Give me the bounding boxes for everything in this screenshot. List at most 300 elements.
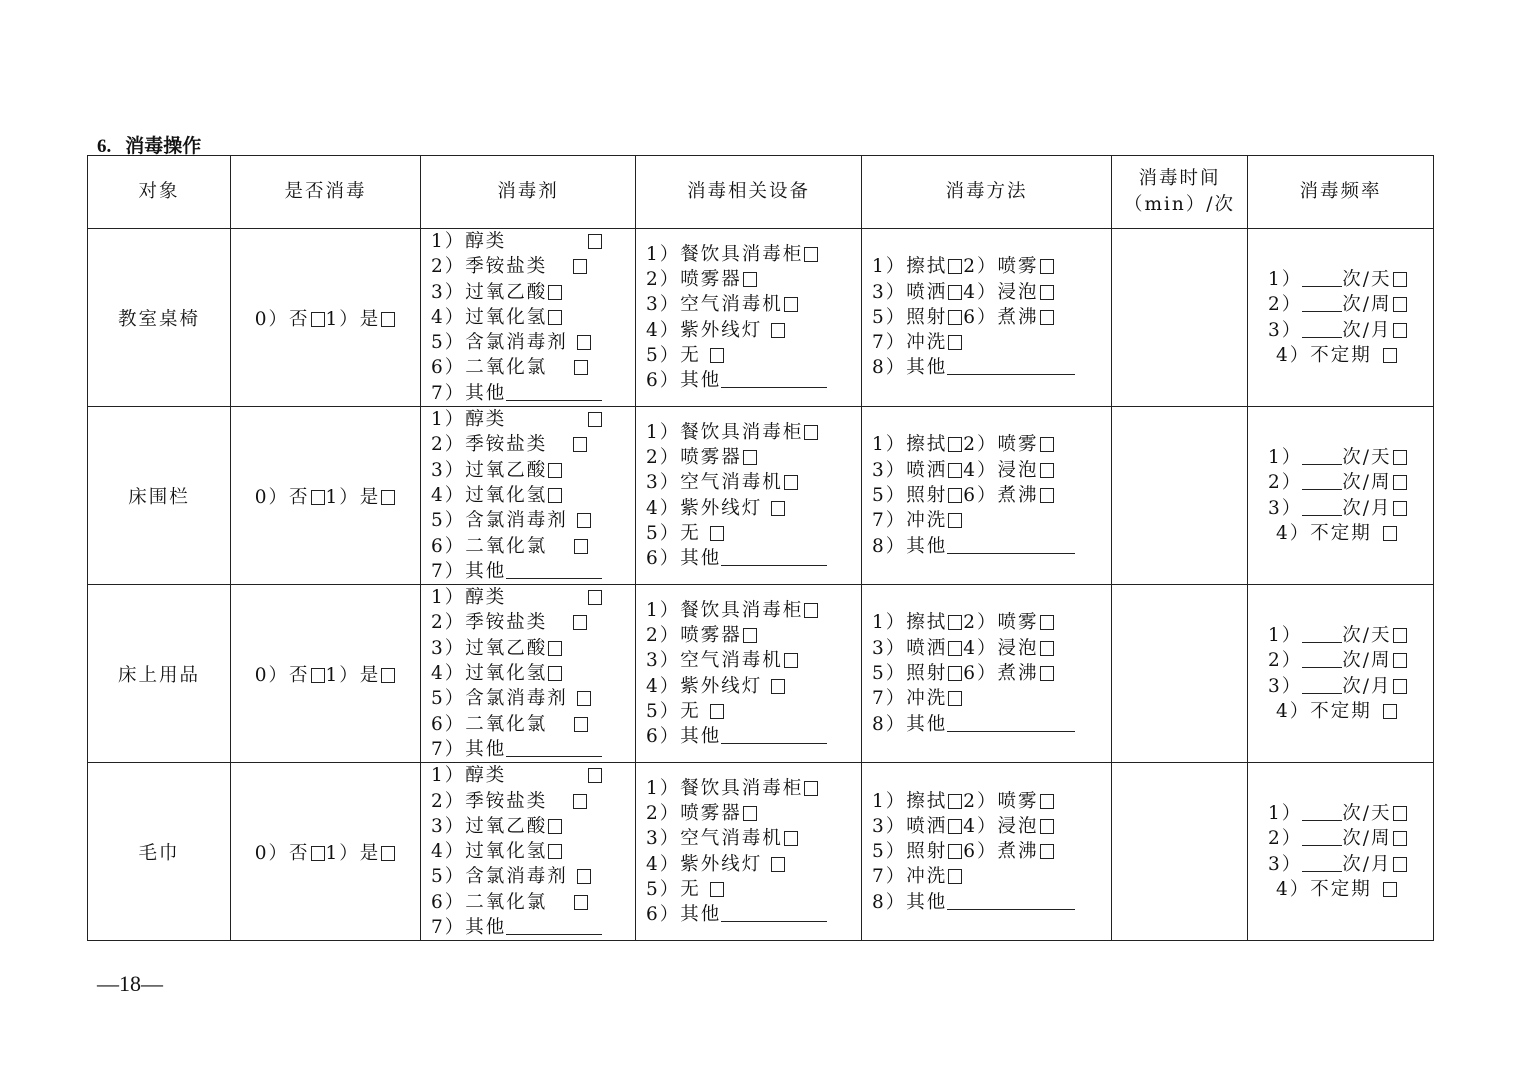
method-other-blank[interactable] (947, 535, 1075, 554)
frequency-checkbox[interactable] (1393, 857, 1407, 872)
frequency-blank[interactable] (1302, 293, 1342, 312)
frequency-blank[interactable] (1302, 675, 1342, 694)
frequency-checkbox[interactable] (1393, 297, 1407, 312)
equipment-cell (636, 585, 862, 763)
option-no-label: 0）否 (254, 664, 310, 686)
frequency-checkbox[interactable] (1393, 831, 1407, 846)
frequency-label: 3） (1268, 675, 1303, 697)
equipment-checkbox[interactable] (784, 475, 798, 490)
method-label: 3）喷洒 (872, 637, 948, 659)
frequency-checkbox[interactable] (1393, 653, 1407, 668)
agent-checkbox[interactable] (588, 234, 602, 249)
equipment-other-blank[interactable] (721, 547, 827, 566)
method-checkbox[interactable] (1040, 641, 1054, 656)
disinfect-cell (231, 407, 421, 585)
method-option-line (872, 330, 1111, 355)
method-label: 2）喷雾 (963, 612, 1039, 634)
frequency-checkbox[interactable] (1393, 501, 1407, 516)
agent-checkbox[interactable] (574, 895, 588, 910)
frequency-label: 4）不定期 (1276, 344, 1372, 366)
equipment-option (646, 546, 861, 571)
equipment-other-blank[interactable] (721, 369, 827, 388)
agent-checkbox[interactable] (577, 869, 591, 884)
equipment-checkbox[interactable] (743, 272, 757, 287)
frequency-blank[interactable] (1302, 497, 1342, 516)
page-number: —18— (97, 971, 163, 996)
equipment-checkbox[interactable] (804, 781, 818, 796)
frequency-label: 2） (1268, 472, 1303, 494)
agent-label: 3）过氧乙酸 (431, 815, 548, 837)
method-option-line (872, 712, 1111, 737)
frequency-checkbox[interactable] (1393, 628, 1407, 643)
method-checkbox[interactable] (948, 463, 962, 478)
equipment-label: 4）紫外线灯 (646, 497, 763, 519)
equipment-checkbox[interactable] (710, 882, 724, 897)
frequency-label: 4）不定期 (1276, 879, 1372, 901)
frequency-option (1268, 699, 1433, 724)
agent-checkbox[interactable] (574, 717, 588, 732)
agent-label: 6）二氧化氯 (431, 891, 548, 913)
frequency-unit: 次/月 (1342, 675, 1392, 697)
agent-checkbox[interactable] (573, 615, 587, 630)
agent-option (431, 712, 635, 737)
method-option-line (872, 508, 1111, 533)
method-label: 3）喷洒 (872, 815, 948, 837)
agent-label: 3）过氧乙酸 (431, 281, 548, 303)
frequency-label: 3） (1268, 319, 1303, 341)
method-checkbox[interactable] (1040, 259, 1054, 274)
frequency-option (1268, 648, 1433, 673)
table-row (88, 407, 1434, 585)
agent-other-blank[interactable] (506, 382, 602, 401)
frequency-label: 1） (1268, 625, 1303, 647)
frequency-option (1268, 445, 1433, 470)
method-label: 1）擦拭 (872, 612, 948, 634)
agent-option (431, 915, 635, 940)
method-checkbox[interactable] (1040, 310, 1054, 325)
agent-checkbox[interactable] (573, 437, 587, 452)
equipment-checkbox[interactable] (804, 247, 818, 262)
frequency-blank[interactable] (1302, 649, 1342, 668)
frequency-option (1268, 826, 1433, 851)
method-cell (862, 585, 1112, 763)
method-checkbox[interactable] (948, 691, 962, 706)
method-label: 7）冲洗 (872, 510, 948, 532)
method-label: 8）其他 (872, 357, 948, 379)
no-checkbox[interactable] (311, 846, 325, 861)
agent-option (431, 789, 635, 814)
equipment-option (646, 521, 861, 546)
method-label: 7）冲洗 (872, 688, 948, 710)
equipment-option (646, 801, 861, 826)
frequency-cell (1248, 229, 1434, 407)
equipment-checkbox[interactable] (784, 653, 798, 668)
agent-checkbox[interactable] (548, 819, 562, 834)
equipment-checkbox[interactable] (804, 425, 818, 440)
frequency-option (1268, 292, 1433, 317)
equipment-label: 3）空气消毒机 (646, 650, 783, 672)
method-checkbox[interactable] (1040, 844, 1054, 859)
agent-option (431, 254, 635, 279)
agent-option (431, 407, 635, 432)
method-option-line (872, 355, 1111, 380)
frequency-label: 3） (1268, 497, 1303, 519)
equipment-option (646, 292, 861, 317)
frequency-option (1268, 318, 1433, 343)
equipment-label: 3）空气消毒机 (646, 828, 783, 850)
option-yes-label: 1）是 (325, 842, 381, 864)
header-row (88, 156, 1434, 229)
frequency-checkbox[interactable] (1383, 882, 1397, 897)
frequency-label: 1） (1268, 268, 1303, 290)
yes-checkbox[interactable] (381, 312, 395, 327)
frequency-unit: 次/月 (1342, 497, 1392, 519)
method-cell (862, 763, 1112, 941)
method-checkbox[interactable] (1040, 666, 1054, 681)
equipment-option (646, 496, 861, 521)
equipment-option (646, 267, 861, 292)
yes-checkbox[interactable] (381, 490, 395, 505)
agent-checkbox[interactable] (588, 768, 602, 783)
method-option-line (872, 814, 1111, 839)
frequency-label: 2） (1268, 294, 1303, 316)
method-checkbox[interactable] (948, 335, 962, 350)
agent-option (431, 864, 635, 889)
frequency-label: 1） (1268, 803, 1303, 825)
time-cell[interactable] (1112, 229, 1248, 407)
object-cell: 床上用品 (88, 585, 231, 763)
method-label: 2）喷雾 (963, 790, 1039, 812)
no-checkbox[interactable] (311, 668, 325, 683)
agent-other-blank[interactable] (506, 738, 602, 757)
time-cell[interactable] (1112, 763, 1248, 941)
agent-checkbox[interactable] (548, 844, 562, 859)
agent-option (431, 610, 635, 635)
equipment-cell (636, 407, 862, 585)
method-other-blank[interactable] (947, 891, 1075, 910)
equipment-label: 4）紫外线灯 (646, 853, 763, 875)
option-yes-label: 1）是 (325, 664, 381, 686)
method-option-line (872, 280, 1111, 305)
agent-label: 7）其他 (431, 382, 507, 404)
frequency-label: 3） (1268, 853, 1303, 875)
frequency-label: 4）不定期 (1276, 522, 1372, 544)
agent-option (431, 305, 635, 330)
equipment-option (646, 368, 861, 393)
disinfect-cell (231, 763, 421, 941)
equipment-label: 2）喷雾器 (646, 803, 742, 825)
time-cell[interactable] (1112, 585, 1248, 763)
frequency-blank[interactable] (1302, 471, 1342, 490)
equipment-checkbox[interactable] (784, 297, 798, 312)
agent-checkbox[interactable] (573, 259, 587, 274)
method-checkbox[interactable] (1040, 615, 1054, 630)
method-label: 4）浸泡 (963, 281, 1039, 303)
method-checkbox[interactable] (948, 844, 962, 859)
method-option-line (872, 636, 1111, 661)
method-label: 1）擦拭 (872, 256, 948, 278)
agent-option (431, 534, 635, 559)
agent-label: 6）二氧化氯 (431, 357, 548, 379)
equipment-checkbox[interactable] (743, 806, 757, 821)
frequency-checkbox[interactable] (1393, 806, 1407, 821)
method-checkbox[interactable] (1040, 794, 1054, 809)
method-label: 3）喷洒 (872, 281, 948, 303)
frequency-option (1268, 877, 1433, 902)
frequency-checkbox[interactable] (1383, 348, 1397, 363)
frequency-checkbox[interactable] (1393, 450, 1407, 465)
equipment-option (646, 674, 861, 699)
agent-label: 1）醇类 (431, 231, 507, 252)
method-checkbox[interactable] (948, 641, 962, 656)
agent-cell (421, 407, 636, 585)
no-checkbox[interactable] (311, 490, 325, 505)
method-checkbox[interactable] (948, 513, 962, 528)
option-yes-label: 1）是 (325, 308, 381, 330)
equipment-option (646, 902, 861, 927)
equipment-option (646, 445, 861, 470)
method-label: 7）冲洗 (872, 866, 948, 888)
equipment-checkbox[interactable] (710, 526, 724, 541)
equipment-label: 1）餐饮具消毒柜 (646, 421, 804, 443)
method-checkbox[interactable] (948, 869, 962, 884)
yes-checkbox[interactable] (381, 668, 395, 683)
equipment-option (646, 623, 861, 648)
agent-label: 1）醇类 (431, 765, 507, 787)
agent-checkbox[interactable] (574, 360, 588, 375)
frequency-option (1268, 267, 1433, 292)
agent-label: 5）含氯消毒剂 (431, 866, 568, 888)
table-row (88, 585, 1434, 763)
equipment-checkbox[interactable] (710, 704, 724, 719)
frequency-unit: 次/天 (1342, 268, 1392, 290)
agent-option (431, 355, 635, 380)
frequency-blank[interactable] (1302, 827, 1342, 846)
equipment-option (646, 598, 861, 623)
frequency-blank[interactable] (1302, 853, 1342, 872)
equipment-option (646, 877, 861, 902)
method-checkbox[interactable] (948, 488, 962, 503)
equipment-checkbox[interactable] (771, 857, 785, 872)
method-option-line (872, 890, 1111, 915)
method-other-blank[interactable] (947, 713, 1075, 732)
frequency-blank[interactable] (1302, 802, 1342, 821)
frequency-checkbox[interactable] (1383, 526, 1397, 541)
equipment-checkbox[interactable] (771, 679, 785, 694)
frequency-option (1268, 801, 1433, 826)
agent-checkbox[interactable] (548, 310, 562, 325)
method-checkbox[interactable] (1040, 488, 1054, 503)
object-cell: 床围栏 (88, 407, 231, 585)
frequency-unit: 次/天 (1342, 625, 1392, 647)
agent-label: 2）季铵盐类 (431, 790, 548, 812)
method-label: 1）擦拭 (872, 434, 948, 456)
frequency-option (1268, 343, 1433, 368)
agent-checkbox[interactable] (548, 488, 562, 503)
frequency-unit: 次/周 (1342, 828, 1392, 850)
agent-checkbox[interactable] (588, 412, 602, 427)
agent-checkbox[interactable] (574, 539, 588, 554)
equipment-label: 6）其他 (646, 726, 722, 748)
agent-checkbox[interactable] (548, 641, 562, 656)
frequency-unit: 次/周 (1342, 472, 1392, 494)
frequency-unit: 次/天 (1342, 447, 1392, 469)
equipment-option (646, 826, 861, 851)
frequency-checkbox[interactable] (1393, 679, 1407, 694)
equipment-checkbox[interactable] (771, 501, 785, 516)
agent-option (431, 636, 635, 661)
equipment-cell (636, 229, 862, 407)
frequency-blank[interactable] (1302, 624, 1342, 643)
agent-checkbox[interactable] (573, 794, 587, 809)
equipment-option (646, 776, 861, 801)
method-checkbox[interactable] (948, 794, 962, 809)
frequency-label: 4）不定期 (1276, 700, 1372, 722)
frequency-blank[interactable] (1302, 446, 1342, 465)
header-frequency: 消毒频率 (1248, 156, 1434, 229)
agent-checkbox[interactable] (577, 691, 591, 706)
agent-other-blank[interactable] (506, 560, 602, 579)
agent-label: 4）过氧化氢 (431, 484, 548, 506)
equipment-checkbox[interactable] (771, 323, 785, 338)
equipment-other-blank[interactable] (721, 725, 827, 744)
agent-label: 3）过氧乙酸 (431, 637, 548, 659)
equipment-label: 5）无 (646, 522, 701, 544)
equipment-label: 6）其他 (646, 904, 722, 926)
frequency-unit: 次/周 (1342, 294, 1392, 316)
method-option-line (872, 661, 1111, 686)
equipment-label: 5）无 (646, 879, 701, 901)
frequency-unit: 次/天 (1342, 803, 1392, 825)
equipment-checkbox[interactable] (743, 628, 757, 643)
header-object: 对象 (88, 156, 231, 229)
method-checkbox[interactable] (1040, 437, 1054, 452)
method-other-blank[interactable] (947, 356, 1075, 375)
equipment-label: 4）紫外线灯 (646, 319, 763, 341)
method-checkbox[interactable] (948, 310, 962, 325)
header-method: 消毒方法 (862, 156, 1112, 229)
agent-option (431, 432, 635, 457)
agent-checkbox[interactable] (548, 666, 562, 681)
method-checkbox[interactable] (948, 285, 962, 300)
header-time-line2: （min）/次 (1123, 194, 1236, 215)
agent-other-blank[interactable] (506, 916, 602, 935)
frequency-blank[interactable] (1302, 268, 1342, 287)
agent-option (431, 229, 635, 254)
equipment-checkbox[interactable] (743, 450, 757, 465)
agent-option (431, 559, 635, 584)
agent-label: 5）含氯消毒剂 (431, 688, 568, 710)
method-label: 8）其他 (872, 713, 948, 735)
frequency-option (1268, 623, 1433, 648)
method-checkbox[interactable] (1040, 819, 1054, 834)
method-checkbox[interactable] (948, 819, 962, 834)
method-option-line (872, 305, 1111, 330)
disinfection-table (87, 155, 1434, 941)
method-label: 3）喷洒 (872, 459, 948, 481)
agent-checkbox[interactable] (588, 590, 602, 605)
header-agent: 消毒剂 (421, 156, 636, 229)
no-checkbox[interactable] (311, 312, 325, 327)
agent-option (431, 508, 635, 533)
equipment-label: 1）餐饮具消毒柜 (646, 243, 804, 265)
method-label: 8）其他 (872, 891, 948, 913)
equipment-label: 1）餐饮具消毒柜 (646, 599, 804, 621)
yes-checkbox[interactable] (381, 846, 395, 861)
equipment-label: 5）无 (646, 700, 701, 722)
method-label: 8）其他 (872, 535, 948, 557)
agent-option (431, 280, 635, 305)
agent-label: 7）其他 (431, 738, 507, 760)
agent-option (431, 483, 635, 508)
method-checkbox[interactable] (948, 259, 962, 274)
frequency-checkbox[interactable] (1393, 272, 1407, 287)
method-label: 2）喷雾 (963, 256, 1039, 278)
method-option-line (872, 458, 1111, 483)
frequency-checkbox[interactable] (1393, 475, 1407, 490)
frequency-unit: 次/周 (1342, 650, 1392, 672)
equipment-option (646, 852, 861, 877)
equipment-cell (636, 763, 862, 941)
equipment-option (646, 724, 861, 749)
frequency-blank[interactable] (1302, 319, 1342, 338)
agent-checkbox[interactable] (548, 463, 562, 478)
option-yes-label: 1）是 (325, 486, 381, 508)
method-option-line (872, 483, 1111, 508)
agent-option (431, 763, 635, 788)
method-checkbox[interactable] (1040, 463, 1054, 478)
table-row (88, 763, 1434, 941)
agent-option (431, 839, 635, 864)
agent-checkbox[interactable] (548, 285, 562, 300)
table-row (88, 229, 1434, 407)
agent-label: 4）过氧化氢 (431, 663, 548, 685)
equipment-other-blank[interactable] (721, 903, 827, 922)
method-checkbox[interactable] (948, 666, 962, 681)
agent-label: 5）含氯消毒剂 (431, 332, 568, 354)
method-label: 5）照射 (872, 484, 948, 506)
agent-option (431, 381, 635, 406)
frequency-checkbox[interactable] (1393, 323, 1407, 338)
method-checkbox[interactable] (1040, 285, 1054, 300)
agent-cell (421, 763, 636, 941)
agent-checkbox[interactable] (577, 513, 591, 528)
equipment-label: 2）喷雾器 (646, 625, 742, 647)
method-label: 5）照射 (872, 663, 948, 685)
frequency-checkbox[interactable] (1383, 704, 1397, 719)
equipment-label: 4）紫外线灯 (646, 675, 763, 697)
agent-option (431, 890, 635, 915)
disinfect-cell (231, 585, 421, 763)
equipment-option (646, 318, 861, 343)
agent-label: 2）季铵盐类 (431, 256, 548, 278)
method-option-line (872, 789, 1111, 814)
equipment-checkbox[interactable] (710, 348, 724, 363)
agent-label: 4）过氧化氢 (431, 841, 548, 863)
equipment-checkbox[interactable] (804, 603, 818, 618)
object-cell: 毛巾 (88, 763, 231, 941)
method-checkbox[interactable] (948, 437, 962, 452)
time-cell[interactable] (1112, 407, 1248, 585)
method-checkbox[interactable] (948, 615, 962, 630)
header-time (1112, 156, 1248, 229)
equipment-label: 6）其他 (646, 548, 722, 570)
agent-option (431, 330, 635, 355)
equipment-checkbox[interactable] (784, 831, 798, 846)
agent-label: 6）二氧化氯 (431, 713, 548, 735)
agent-checkbox[interactable] (577, 335, 591, 350)
method-option-line (872, 534, 1111, 559)
